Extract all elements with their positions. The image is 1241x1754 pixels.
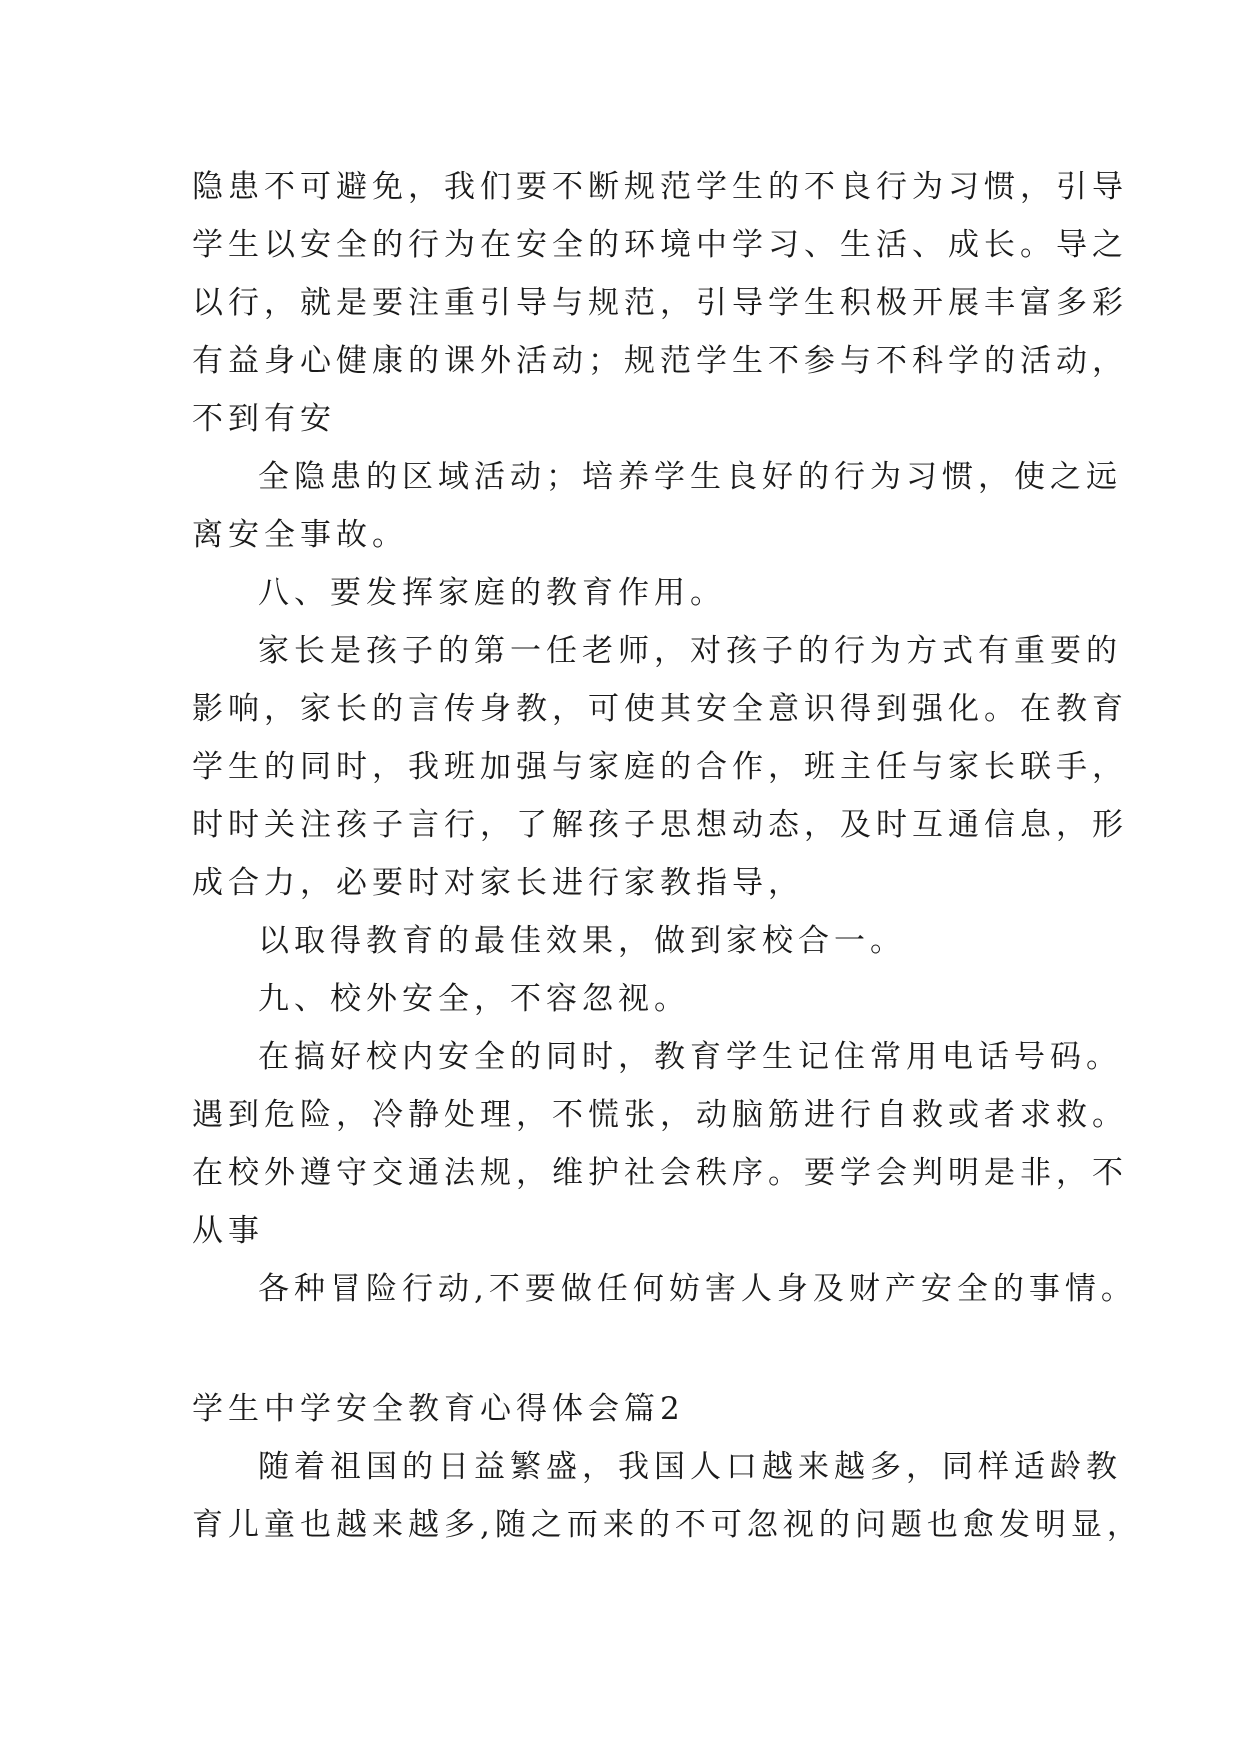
text-line: 从事	[192, 1213, 264, 1249]
document-body	[192, 158, 1143, 1554]
paragraph-start-line: 各种冒险行动,不要做任何妨害人身及财产安全的事情。	[258, 1271, 1137, 1307]
text-line: 不到有安	[192, 401, 336, 437]
text-line: 遇到危险，冷静处理，不慌张，动脑筋进行自救或者求救。	[192, 1097, 1128, 1133]
paragraph-start-line: 全隐患的区域活动；培养学生良好的行为习惯，使之远	[258, 459, 1122, 495]
text-line: 成合力，必要时对家长进行家教指导，	[192, 865, 804, 901]
text-line: 学生的同时，我班加强与家庭的合作，班主任与家长联手，	[192, 749, 1128, 785]
paragraph-start-line: 以取得教育的最佳效果，做到家校合一。	[258, 923, 906, 959]
text-line: 学生以安全的行为在安全的环境中学习、生活、成长。导之	[192, 227, 1128, 263]
text-line: 时时关注孩子言行，了解孩子思想动态，及时互通信息，形	[192, 807, 1128, 843]
text-line: 以行，就是要注重引导与规范，引导学生积极开展丰富多彩	[192, 285, 1128, 321]
text-line: 在校外遵守交通法规，维护社会秩序。要学会判明是非，不	[192, 1155, 1128, 1191]
section-gap	[192, 1318, 1072, 1380]
paragraph-start-line: 家长是孩子的第一任老师，对孩子的行为方式有重要的	[258, 633, 1122, 669]
section-heading-9: 九、校外安全，不容忽视。	[258, 981, 690, 1017]
text-line: 育儿童也越来越多,随之而来的不可忽视的问题也愈发明显，	[192, 1507, 1143, 1543]
section-heading-8: 八、要发挥家庭的教育作用。	[258, 575, 726, 611]
text-line: 有益身心健康的课外活动；规范学生不参与不科学的活动，	[192, 343, 1128, 379]
text-line: 隐患不可避免，我们要不断规范学生的不良行为习惯，引导	[192, 169, 1128, 205]
paragraph-start-line: 在搞好校内安全的同时，教育学生记住常用电话号码。	[258, 1039, 1122, 1075]
paragraph-start-line: 随着祖国的日益繁盛，我国人口越来越多，同样适龄教	[258, 1449, 1122, 1485]
text-line: 离安全事故。	[192, 517, 408, 553]
text-line: 影响，家长的言传身教，可使其安全意识得到强化。在教育	[192, 691, 1128, 727]
article-title: 学生中学安全教育心得体会篇2	[192, 1391, 685, 1427]
